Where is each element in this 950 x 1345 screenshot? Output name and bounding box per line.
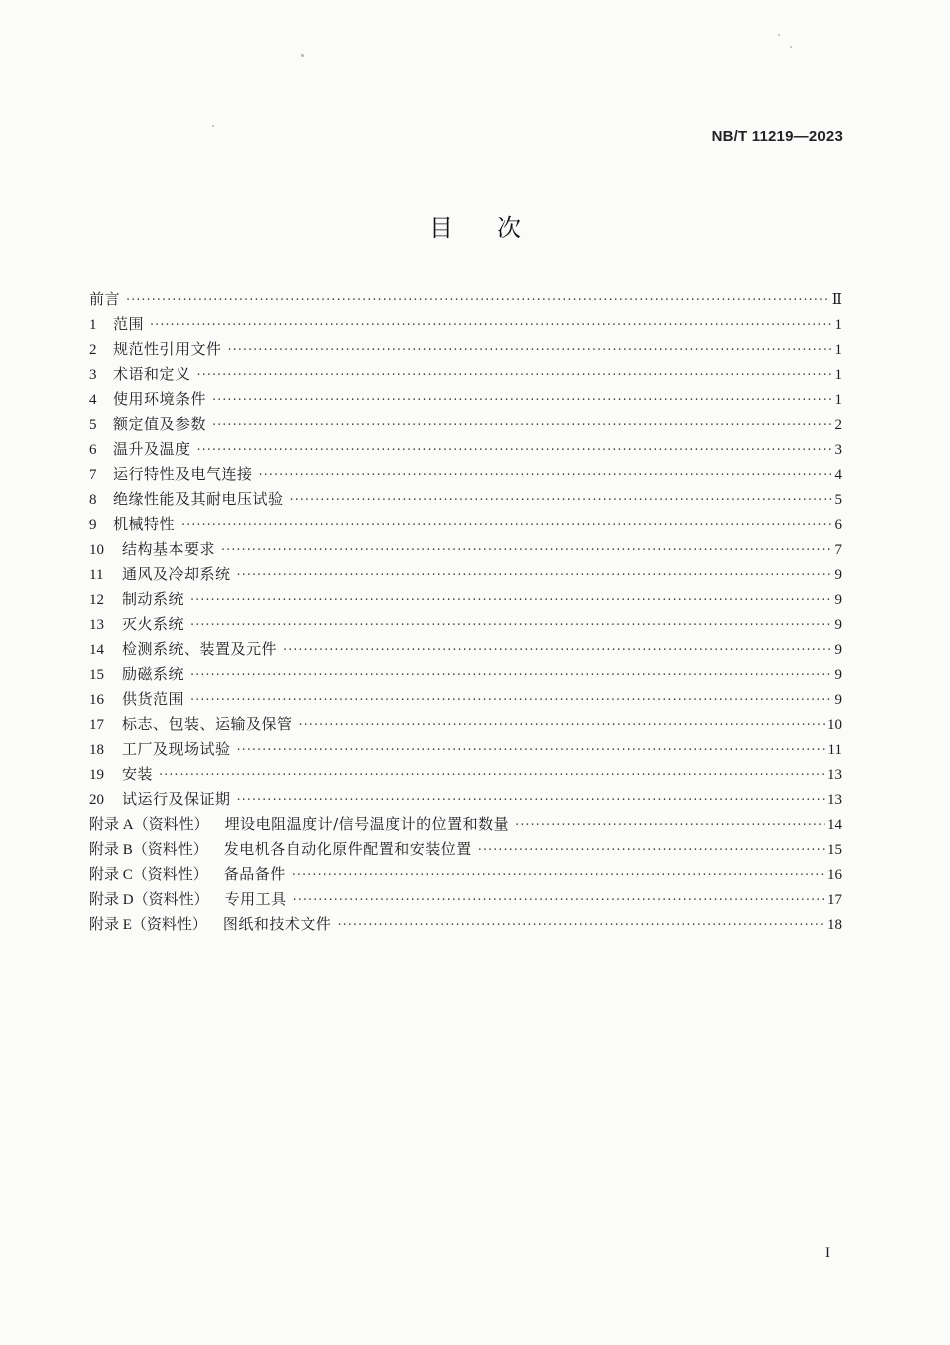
toc-entry[interactable]: [89, 737, 842, 762]
toc-entry-number: 17: [89, 717, 104, 733]
toc-entry-number: 6: [89, 442, 97, 458]
toc-entry-label: 范围: [113, 315, 145, 333]
table-of-contents: [89, 287, 842, 937]
toc-dot-leader: [292, 863, 825, 888]
toc-entry-page: 9: [834, 592, 842, 608]
toc-entry[interactable]: [89, 287, 842, 312]
toc-dot-leader: [221, 538, 832, 563]
toc-entry-number: 14: [89, 642, 104, 658]
page-title: 目次: [429, 214, 565, 242]
standard-code: NB/T 11219—2023: [711, 128, 843, 145]
toc-appendix-number: 附录 B（资料性）: [89, 842, 208, 858]
toc-entry-page: 13: [827, 767, 842, 783]
toc-entry-page: 6: [834, 517, 842, 533]
toc-entry-page: 1: [834, 392, 842, 408]
toc-appendix-entry[interactable]: [89, 887, 842, 912]
toc-entry-page: 18: [827, 917, 842, 933]
toc-entry[interactable]: [89, 512, 842, 537]
toc-entry-number: 10: [89, 542, 104, 558]
toc-entry[interactable]: [89, 712, 842, 737]
toc-appendix-entry[interactable]: [89, 912, 842, 937]
toc-entry-label: 标志、包装、运输及保管: [122, 715, 293, 733]
toc-entry-label: 专用工具: [224, 890, 287, 908]
toc-entry[interactable]: [89, 487, 842, 512]
toc-entry-number: 12: [89, 592, 104, 608]
toc-entry-label: 结构基本要求: [122, 540, 216, 558]
toc-entry[interactable]: [89, 662, 842, 687]
toc-entry-page: 1: [834, 342, 842, 358]
toc-entry-label: 规范性引用文件: [113, 340, 222, 358]
toc-entry-number: 15: [89, 667, 104, 683]
toc-entry-label: 制动系统: [122, 590, 185, 608]
toc-entry-page: 14: [827, 817, 842, 833]
toc-entry-label: 术语和定义: [113, 365, 191, 383]
toc-entry-label: 备品备件: [223, 865, 286, 883]
toc-entry-label: 发电机各自动化原件配置和安装位置: [223, 840, 472, 858]
toc-entry-number: 3: [89, 367, 97, 383]
toc-entry[interactable]: [89, 787, 842, 812]
toc-entry-page: Ⅱ: [831, 292, 842, 308]
toc-entry[interactable]: [89, 362, 842, 387]
toc-entry-page: 5: [834, 492, 842, 508]
toc-entry[interactable]: [89, 587, 842, 612]
toc-entry-number: 13: [89, 617, 104, 633]
toc-appendix-entry[interactable]: [89, 862, 842, 887]
toc-entry-page: 9: [834, 642, 842, 658]
toc-entry-label: 埋设电阻温度计/信号温度计的位置和数量: [224, 815, 510, 833]
toc-dot-leader: [197, 438, 832, 463]
toc-dot-leader: [197, 363, 832, 388]
toc-entry[interactable]: [89, 412, 842, 437]
toc-dot-leader: [259, 463, 832, 488]
toc-dot-leader: [150, 313, 832, 338]
toc-entry-label: 图纸和技术文件: [222, 915, 332, 933]
toc-entry-number: 4: [89, 392, 97, 408]
toc-appendix-number: 附录 C（资料性）: [89, 867, 208, 883]
toc-entry-number: 9: [89, 517, 97, 533]
toc-dot-leader: [190, 613, 832, 638]
scan-speck: [790, 46, 792, 48]
toc-entry-label: 机械特性: [113, 515, 176, 533]
toc-entry-number: 1: [89, 317, 97, 333]
toc-entry-number: 5: [89, 417, 97, 433]
toc-entry-page: 11: [827, 742, 842, 758]
toc-dot-leader: [299, 713, 825, 738]
toc-dot-leader: [237, 563, 832, 588]
toc-dot-leader: [478, 838, 825, 863]
toc-entry-number: 19: [89, 767, 104, 783]
toc-dot-leader: [237, 788, 825, 813]
toc-entry[interactable]: [89, 687, 842, 712]
scan-speck: [212, 125, 214, 127]
page-number: I: [825, 1245, 830, 1261]
toc-dot-leader: [228, 338, 832, 363]
toc-dot-leader: [126, 288, 830, 313]
toc-entry-page: 9: [834, 567, 842, 583]
toc-entry[interactable]: [89, 562, 842, 587]
toc-dot-leader: [190, 588, 832, 613]
toc-entry[interactable]: [89, 437, 842, 462]
toc-entry-number: 7: [89, 467, 97, 483]
toc-entry-page: 16: [827, 867, 842, 883]
toc-entry[interactable]: [89, 637, 842, 662]
toc-dot-leader: [293, 888, 825, 913]
toc-entry-page: 9: [834, 692, 842, 708]
toc-entry-label: 通风及冷却系统: [122, 565, 231, 583]
toc-dot-leader: [237, 738, 826, 763]
toc-entry-label: 励磁系统: [122, 665, 185, 683]
toc-entry-label: 运行特性及电气连接: [113, 465, 253, 483]
toc-entry[interactable]: [89, 312, 842, 337]
toc-dot-leader: [290, 488, 832, 513]
toc-dot-leader: [515, 813, 825, 838]
toc-appendix-entry[interactable]: [89, 837, 842, 862]
toc-entry-number: 11: [89, 567, 104, 583]
toc-dot-leader: [283, 638, 832, 663]
toc-dot-leader: [337, 913, 825, 938]
toc-entry-page: 1: [834, 367, 842, 383]
toc-appendix-number: 附录 A（资料性）: [89, 817, 209, 833]
toc-entry-label: 温升及温度: [113, 440, 191, 458]
toc-entry-number: 18: [89, 742, 104, 758]
toc-entry-label: 供货范围: [122, 690, 185, 708]
toc-entry-label: 使用环境条件: [113, 390, 207, 408]
toc-appendix-entry[interactable]: [89, 812, 842, 837]
toc-entry-page: 17: [827, 892, 842, 908]
toc-entry-label: 灭火系统: [122, 615, 185, 633]
toc-entry-number: 20: [89, 792, 104, 808]
toc-entry-page: 9: [834, 617, 842, 633]
toc-dot-leader: [159, 763, 825, 788]
toc-entry-page: 7: [834, 542, 842, 558]
toc-entry[interactable]: [89, 337, 842, 362]
toc-dot-leader: [212, 388, 832, 413]
toc-entry-number: 16: [89, 692, 104, 708]
toc-entry-number: 2: [89, 342, 97, 358]
toc-entry-label: 前言: [89, 290, 121, 308]
toc-entry-label: 检测系统、装置及元件: [122, 640, 278, 658]
toc-entry-label: 绝缘性能及其耐电压试验: [113, 490, 284, 508]
toc-dot-leader: [181, 513, 832, 538]
scan-speck: [778, 34, 780, 36]
toc-entry-page: 13: [827, 792, 842, 808]
toc-appendix-number: 附录 D（资料性）: [89, 892, 209, 908]
toc-entry-page: 9: [834, 667, 842, 683]
toc-entry-page: 2: [834, 417, 842, 433]
toc-entry-label: 试运行及保证期: [122, 790, 231, 808]
toc-entry-page: 10: [827, 717, 842, 733]
toc-entry[interactable]: [89, 612, 842, 637]
scan-speck: [301, 54, 304, 57]
toc-dot-leader: [190, 663, 832, 688]
toc-entry[interactable]: [89, 462, 842, 487]
toc-entry-page: 3: [834, 442, 842, 458]
toc-entry[interactable]: [89, 762, 842, 787]
toc-entry-page: 1: [834, 317, 842, 333]
toc-appendix-number: 附录 E（资料性）: [89, 917, 207, 933]
toc-entry-page: 4: [834, 467, 842, 483]
toc-entry-number: 8: [89, 492, 97, 508]
toc-entry-page: 15: [827, 842, 842, 858]
toc-dot-leader: [212, 413, 832, 438]
toc-entry-label: 安装: [122, 765, 154, 783]
toc-dot-leader: [190, 688, 832, 713]
toc-entry-label: 工厂及现场试验: [122, 740, 231, 758]
toc-entry[interactable]: [89, 537, 842, 562]
toc-entry[interactable]: [89, 387, 842, 412]
toc-entry-label: 额定值及参数: [113, 415, 207, 433]
